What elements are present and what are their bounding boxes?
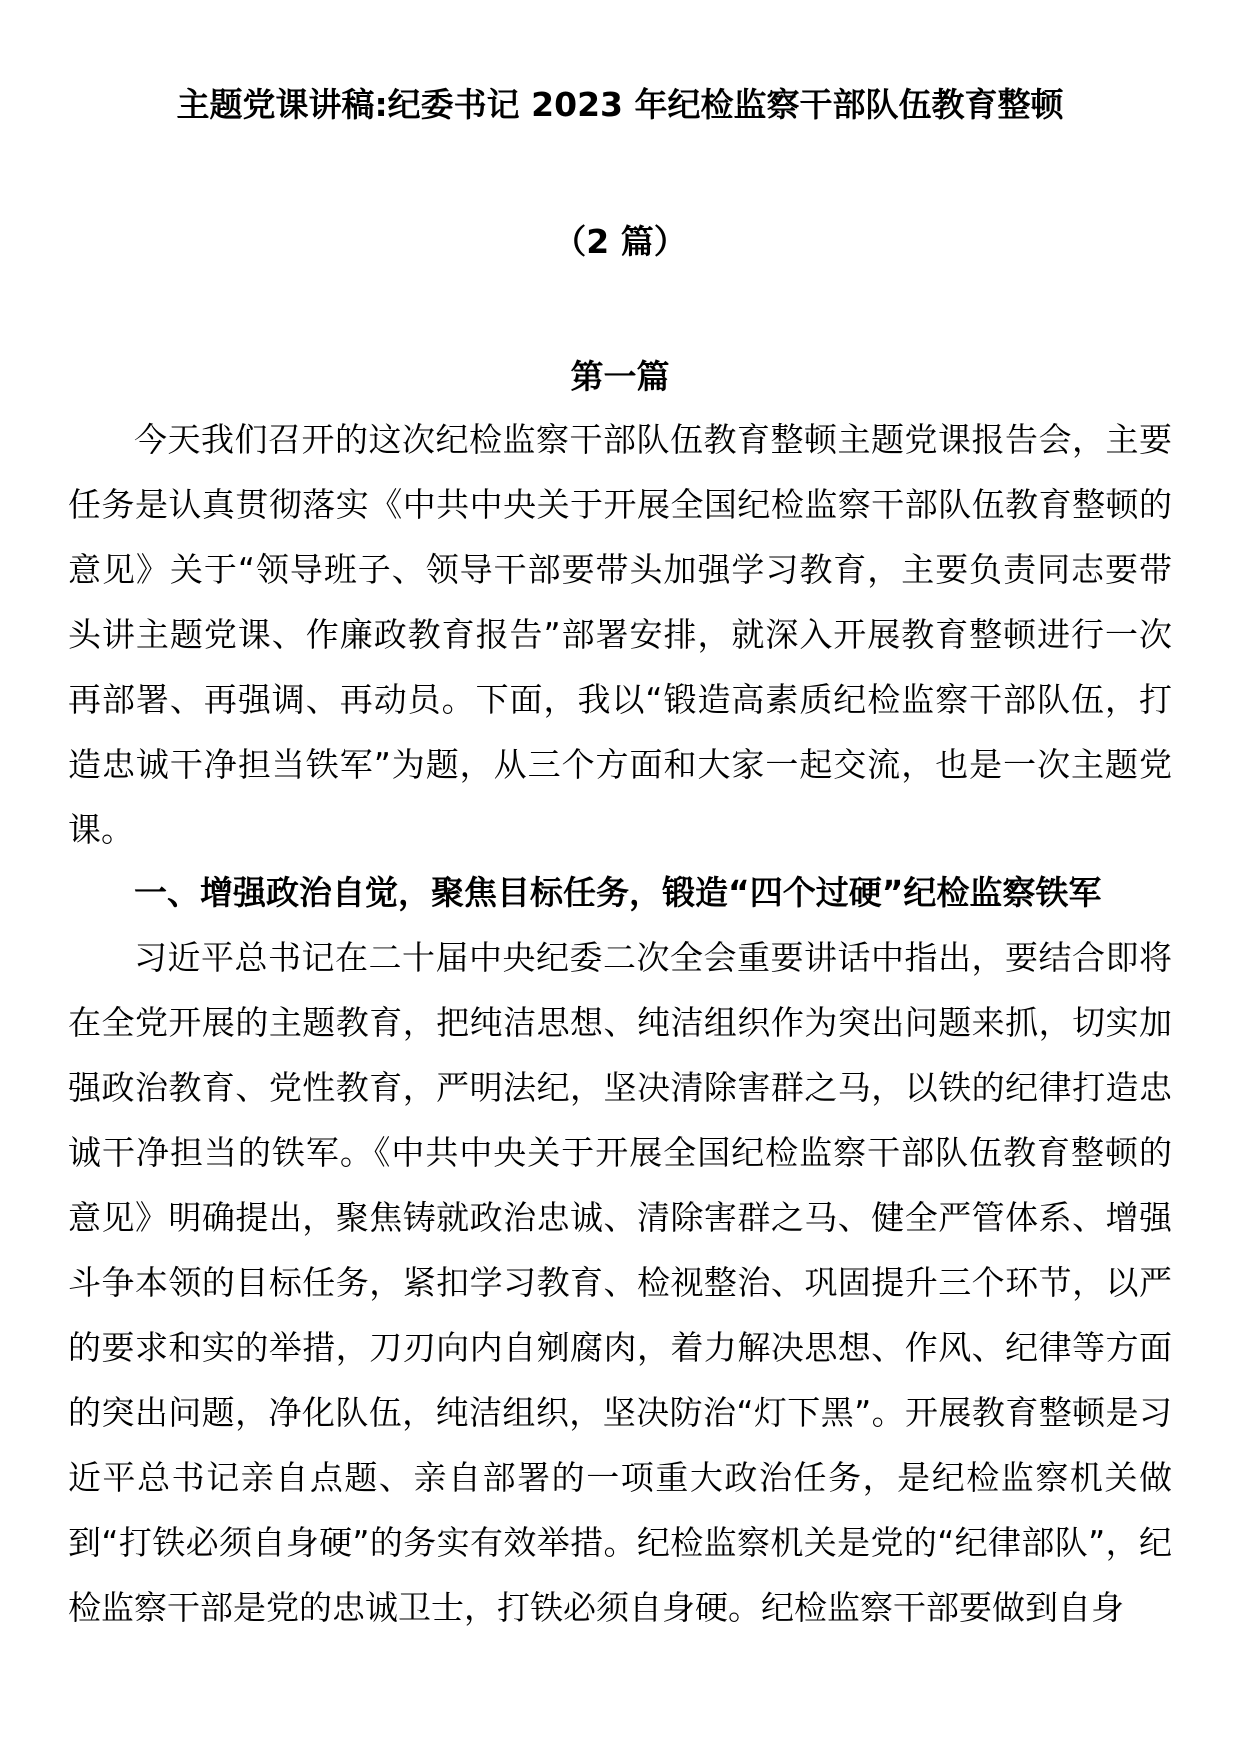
paragraph-intro: 今天我们召开的这次纪检监察干部队伍教育整顿主题党课报告会，主要任务是认真贯彻落实《中共中央关于开展全国纪检监察干部队伍教育整顿的意见》关于“领导班子、领导干部要带头加强学习教育，主要负责同志要带头讲主题党课、作廉政教育报告”部署安排，就深入开展教育整顿进行一次再部署、再强调、再动员。下面，我以“锻造高素质纪检监察干部队伍，打造忠诚干净担当铁军”为题，从三个方面和大家一起交流，也是一次主题党课。: [68, 420, 1172, 849]
heading-one: 一、增强政治自觉，聚焦目标任务，锻造“四个过硬”纪检监察铁军: [134, 873, 1102, 912]
paragraph-body: 习近平总书记在二十届中央纪委二次全会重要讲话中指出，要结合即将在全党开展的主题教育，把纯洁思想、纯洁组织作为突出问题来抓，切实加强政治教育、党性教育，严明法纪，坚决清除害群之马，以铁的纪律打造忠诚干净担当的铁军。《中共中央关于开展全国纪检监察干部队伍教育整顿的意见》明确提出，聚焦铸就政治忠诚、清除害群之马、健全严管体系、增强斗争本领的目标任务，紧扣学习教育、检视整治、巩固提升三个环节，以严的要求和实的举措，刀刃向内自剜腐肉，着力解决思想、作风、纪律等方面的突出问题，净化队伍，纯洁组织，坚决防治“灯下黑”。开展教育整顿是习近平总书记亲自点题、亲自部署的一项重大政治任务，是纪检监察机关做到“打铁必须自身硬”的务实有效举措。纪检监察机关是党的“纪律部队”，纪检监察干部是党的忠诚卫士，打铁必须自身硬。纪检监察干部要做到自身: [68, 938, 1172, 1627]
document-title: 主题党课讲稿:纪委书记 2023 年纪检监察干部队伍教育整顿: [176, 85, 1064, 124]
document-subtitle: （2 篇）: [553, 222, 687, 261]
section-title: 第一篇: [570, 357, 670, 396]
